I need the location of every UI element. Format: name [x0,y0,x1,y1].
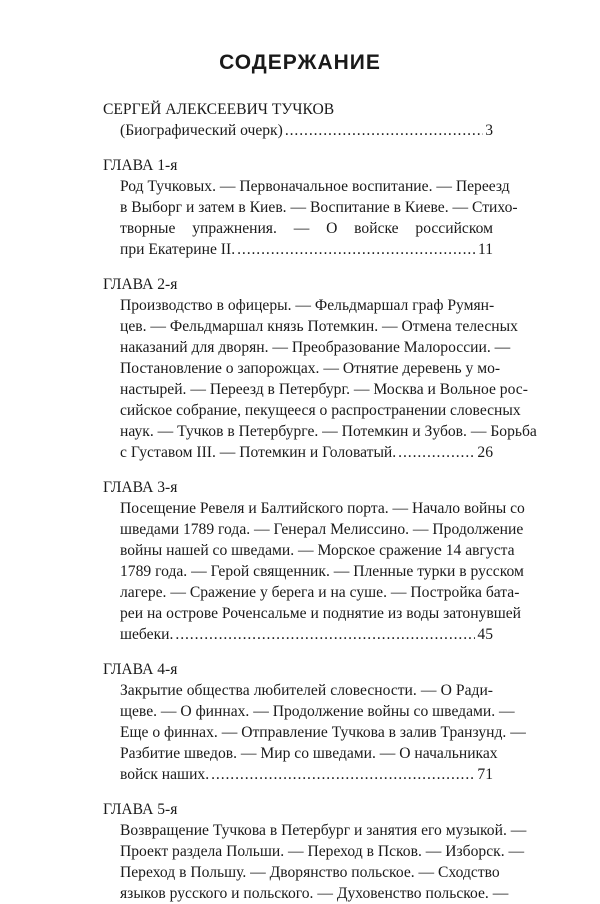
dot-leader [237,239,476,260]
description-line: Постановление о запорожцах. — Отнятие деревень у мо- [120,360,501,377]
chapter-description [120,176,518,260]
toc-leader-line[interactable] [120,624,493,645]
toc-entry [103,799,527,904]
chapter-heading: ГЛАВА 4-я [103,661,178,678]
description-line: Посещение Ревеля и Балтийского порта. — Начало войны со [120,500,525,517]
chapter-description [120,498,525,645]
description-line: наказаний для дворян. — Преобразование Малороссии. — [120,339,511,356]
chapter-heading: ГЛАВА 1-я [103,157,178,174]
chapter-description [120,820,527,904]
toc-entry [103,659,526,785]
toc-entry [103,155,518,260]
page-number: 11 [477,241,493,258]
description-line: сийское собрание, пекущееся о распространении словесных [120,402,521,419]
description-line: творные упражнения. — О войске российском [120,220,493,237]
page-number: 71 [477,766,493,783]
chapter-description [120,295,537,463]
chapter-description [120,680,526,785]
description-last-line: при Екатерине II. [120,241,236,258]
description-last-line: войск наших. [120,766,210,783]
description-line: войны нашей со шведами. — Морское сражение 14 августа [120,542,515,559]
chapter-description [120,120,493,141]
description-line: лагере. — Сражение у берега и на суше. — Постройка бата- [120,584,520,601]
toc-entry [103,99,493,141]
chapter-heading: ГЛАВА 2-я [103,276,178,293]
description-line: настырей. — Переезд в Петербург. — Москва и Вольное рос- [120,381,528,398]
toc-leader-line[interactable] [120,120,493,141]
description-line: цев. — Фельдмаршал князь Потемкин. — Отмена телесных [120,318,518,335]
description-line: Еще о финнах. — Отправление Тучкова в залив Транзунд. — [120,724,526,741]
toc-entry [103,274,537,463]
dot-leader [285,120,483,141]
chapter-heading: ГЛАВА 5-я [103,801,178,818]
description-line: 1789 года. — Герой священник. — Пленные турки в русском [120,563,524,580]
page-number: 26 [477,444,493,461]
description-line: языков русского и польского. — Духовенство польское. — [120,885,509,902]
description-last-line: с Густавом III. — Потемкин и Головатый. [120,444,397,461]
page-number: 3 [485,122,493,139]
description-last-line: (Биографический очерк) [120,122,283,139]
description-line: Переход в Польшу. — Дворянство польское. — Сходство [120,864,500,881]
dot-leader [175,624,475,645]
toc-leader-line[interactable] [120,442,493,463]
toc-entry [103,477,525,645]
description-line: Род Тучковых. — Первоначальное воспитание. — Переезд [120,178,510,195]
description-line: наук. — Тучков в Петербурге. — Потемкин и Зубов. — Борьба [120,423,537,440]
toc-title: СОДЕРЖАНИЕ [219,51,381,74]
dot-leader [398,442,475,463]
dot-leader [211,764,475,785]
description-line: Разбитие шведов. — Мир со шведами. — О начальниках [120,745,498,762]
description-line: реи на острове Роченсальме и поднятие из воды затонувшей [120,605,522,622]
toc-leader-line[interactable] [120,239,493,260]
description-line: Проект раздела Польши. — Переход в Псков. — Изборск. — [120,843,525,860]
description-line: шведами 1789 года. — Генерал Мелиссино. — Продолжение [120,521,524,538]
description-line: Закрытие общества любителей словесности. — О Ради- [120,682,493,699]
toc-entries [103,99,537,904]
description-line: в Выборг и затем в Киев. — Воспитание в Киеве. — Стихо- [120,199,518,216]
toc-leader-line[interactable] [120,764,493,785]
chapter-heading: ГЛАВА 3-я [103,479,178,496]
description-line: Возвращение Тучкова в Петербург и занятия его музыкой. — [120,822,527,839]
description-line: щеве. — О финнах. — Продолжение войны со шведами. — [120,703,515,720]
chapter-heading: СЕРГЕЙ АЛЕКСЕЕВИЧ ТУЧКОВ [103,101,335,118]
description-line: Производство в офицеры. — Фельдмаршал граф Румян- [120,297,495,314]
page-number: 45 [477,626,493,643]
description-last-line: шебеки. [120,626,174,643]
